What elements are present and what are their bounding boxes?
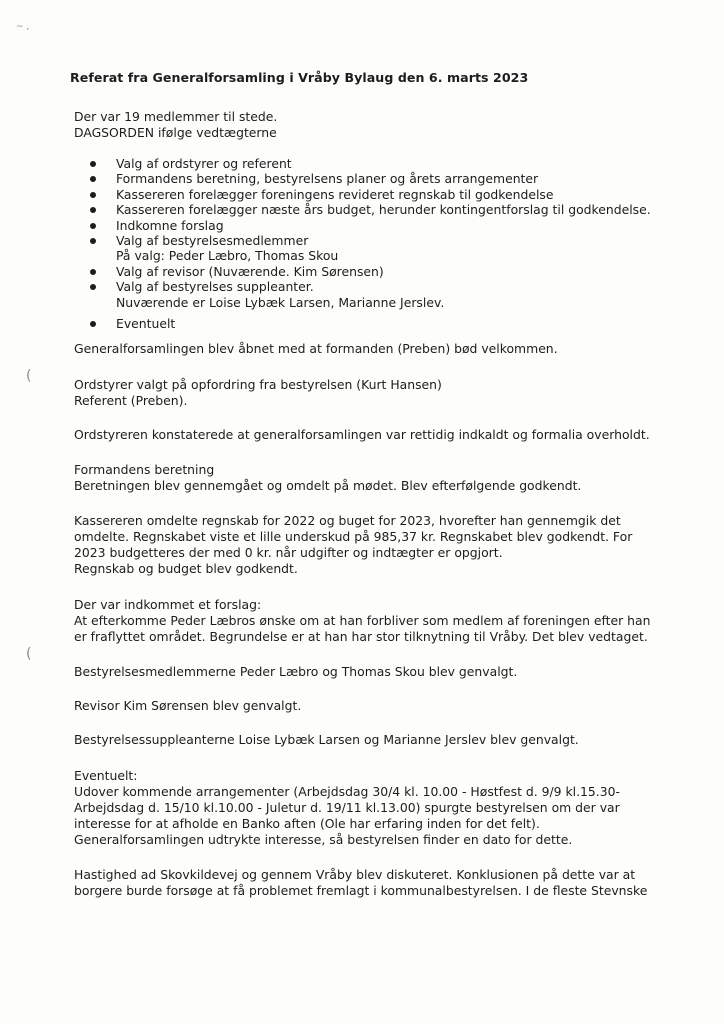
speed-line: borgere burde forsøge at få problemet fremlagt i kommunalbestyrelsen. I de fleste Stevnske (74, 883, 648, 898)
agenda-item-subtext: På valg: Peder Læbro, Thomas Skou (116, 248, 339, 264)
agenda-item (90, 316, 651, 331)
accounts-line: 2023 budgetteres der med 0 kr. når udgifter og indtægter er opgjort. (74, 545, 503, 560)
substitutes-paragraph: Bestyrelsessuppleanterne Loise Lybæk Larsen og Marianne Jerslev blev genvalgt. (74, 732, 579, 747)
margin-mark-upper: ( (26, 368, 32, 384)
chair-line: Ordstyrer valgt på opfordring fra bestyrelsen (Kurt Hansen) (74, 377, 442, 392)
bullet-icon (90, 192, 96, 198)
proposal-line: At efterkomme Peder Læbros ønske om at han forbliver som medlem af foreningen efter han (74, 613, 651, 628)
agenda-item-text: Indkomne forslag (116, 217, 224, 233)
agenda-item-text: Valg af revisor (Nuværende. Kim Sørensen) (116, 263, 384, 279)
agenda-heading: DAGSORDEN ifølge vedtægterne (74, 125, 277, 140)
auditor-paragraph: Revisor Kim Sørensen blev genvalgt. (74, 698, 302, 713)
bullet-icon (90, 269, 96, 275)
agenda-item (90, 202, 651, 217)
agenda-list (90, 156, 651, 331)
formalia-paragraph: Ordstyreren konstaterede at generalforsamlingen var rettidig indkaldt og formalia overholdt. (74, 427, 650, 442)
bullet-icon (90, 284, 96, 290)
bullet-icon (90, 207, 96, 213)
misc-line: interesse for at afholde en Banko aften (Ole har erfaring inden for det felt). (74, 816, 540, 831)
agenda-item (90, 187, 651, 202)
misc-line: Arbejdsdag d. 15/10 kl.10.00 - Juletur d. 19/11 kl.13.00) spurgte bestyrelsen om der var (74, 800, 620, 815)
opening-paragraph: Generalforsamlingen blev åbnet med at formanden (Preben) bød velkommen. (74, 341, 558, 356)
agenda-item (90, 279, 651, 310)
proposal-heading: Der var indkommet et forslag: (74, 597, 262, 612)
report-paragraph: Beretningen blev gennemgået og omdelt på mødet. Blev efterfølgende godkendt. (74, 478, 582, 493)
bullet-icon (90, 321, 96, 327)
report-heading: Formandens beretning (74, 462, 215, 477)
agenda-item (90, 264, 651, 279)
bullet-icon (90, 238, 96, 244)
bullet-icon (90, 176, 96, 182)
document-title: Referat fra Generalforsamling i Vråby Bylaug den 6. marts 2023 (70, 70, 529, 85)
attendance-line: Der var 19 medlemmer til stede. (74, 109, 278, 124)
agenda-item-text: Valg af ordstyrer og referent (116, 156, 292, 171)
referent-line: Referent (Preben). (74, 393, 188, 408)
bullet-icon (90, 223, 96, 229)
proposal-line: er fraflyttet området. Begrundelse er at han har stor tilknytning til Vråby. Det blev vedtaget. (74, 629, 648, 644)
accounts-line: omdelte. Regnskabet viste et lille underskud på 985,37 kr. Regnskabet blev godkendt. For (74, 529, 633, 544)
speed-line: Hastighed ad Skovkildevej og gennem Vråby blev diskuteret. Konklusionen på dette var at (74, 867, 636, 882)
agenda-item-text: Valg af bestyrelses suppleanter. (116, 279, 314, 295)
agenda-item-text: Eventuelt (116, 316, 176, 332)
agenda-item (90, 171, 651, 186)
misc-line: Generalforsamlingen udtrykte interesse, så bestyrelsen finder en dato for dette. (74, 832, 573, 847)
agenda-item-text: Formandens beretning, bestyrelsens planer og årets arrangementer (116, 171, 539, 187)
accounts-line: Kassereren omdelte regnskab for 2022 og buget for 2023, hvorefter han gennemgik det (74, 513, 621, 528)
misc-heading: Eventuelt: (74, 768, 138, 783)
agenda-item (90, 233, 651, 264)
board-election-paragraph: Bestyrelsesmedlemmerne Peder Læbro og Thomas Skou blev genvalgt. (74, 664, 518, 679)
agenda-item-subtext: Nuværende er Loise Lybæk Larsen, Marianne Jerslev. (116, 294, 445, 310)
corner-scribble: ~ , (16, 22, 30, 32)
agenda-item (90, 156, 651, 171)
agenda-item-text: Kassereren forelægger foreningens revideret regnskab til godkendelse (116, 186, 554, 202)
agenda-item-text: Kassereren forelægger næste års budget, herunder kontingentforslag til godkendelse. (116, 202, 651, 218)
misc-line: Udover kommende arrangementer (Arbejdsdag 30/4 kl. 10.00 - Høstfest d. 9/9 kl.15.30- (74, 784, 620, 799)
bullet-icon (90, 161, 96, 167)
accounts-line: Regnskab og budget blev godkendt. (74, 561, 298, 576)
agenda-item (90, 218, 651, 233)
margin-mark-lower: ( (26, 646, 32, 662)
agenda-item-text: Valg af bestyrelsesmedlemmer (116, 233, 309, 249)
